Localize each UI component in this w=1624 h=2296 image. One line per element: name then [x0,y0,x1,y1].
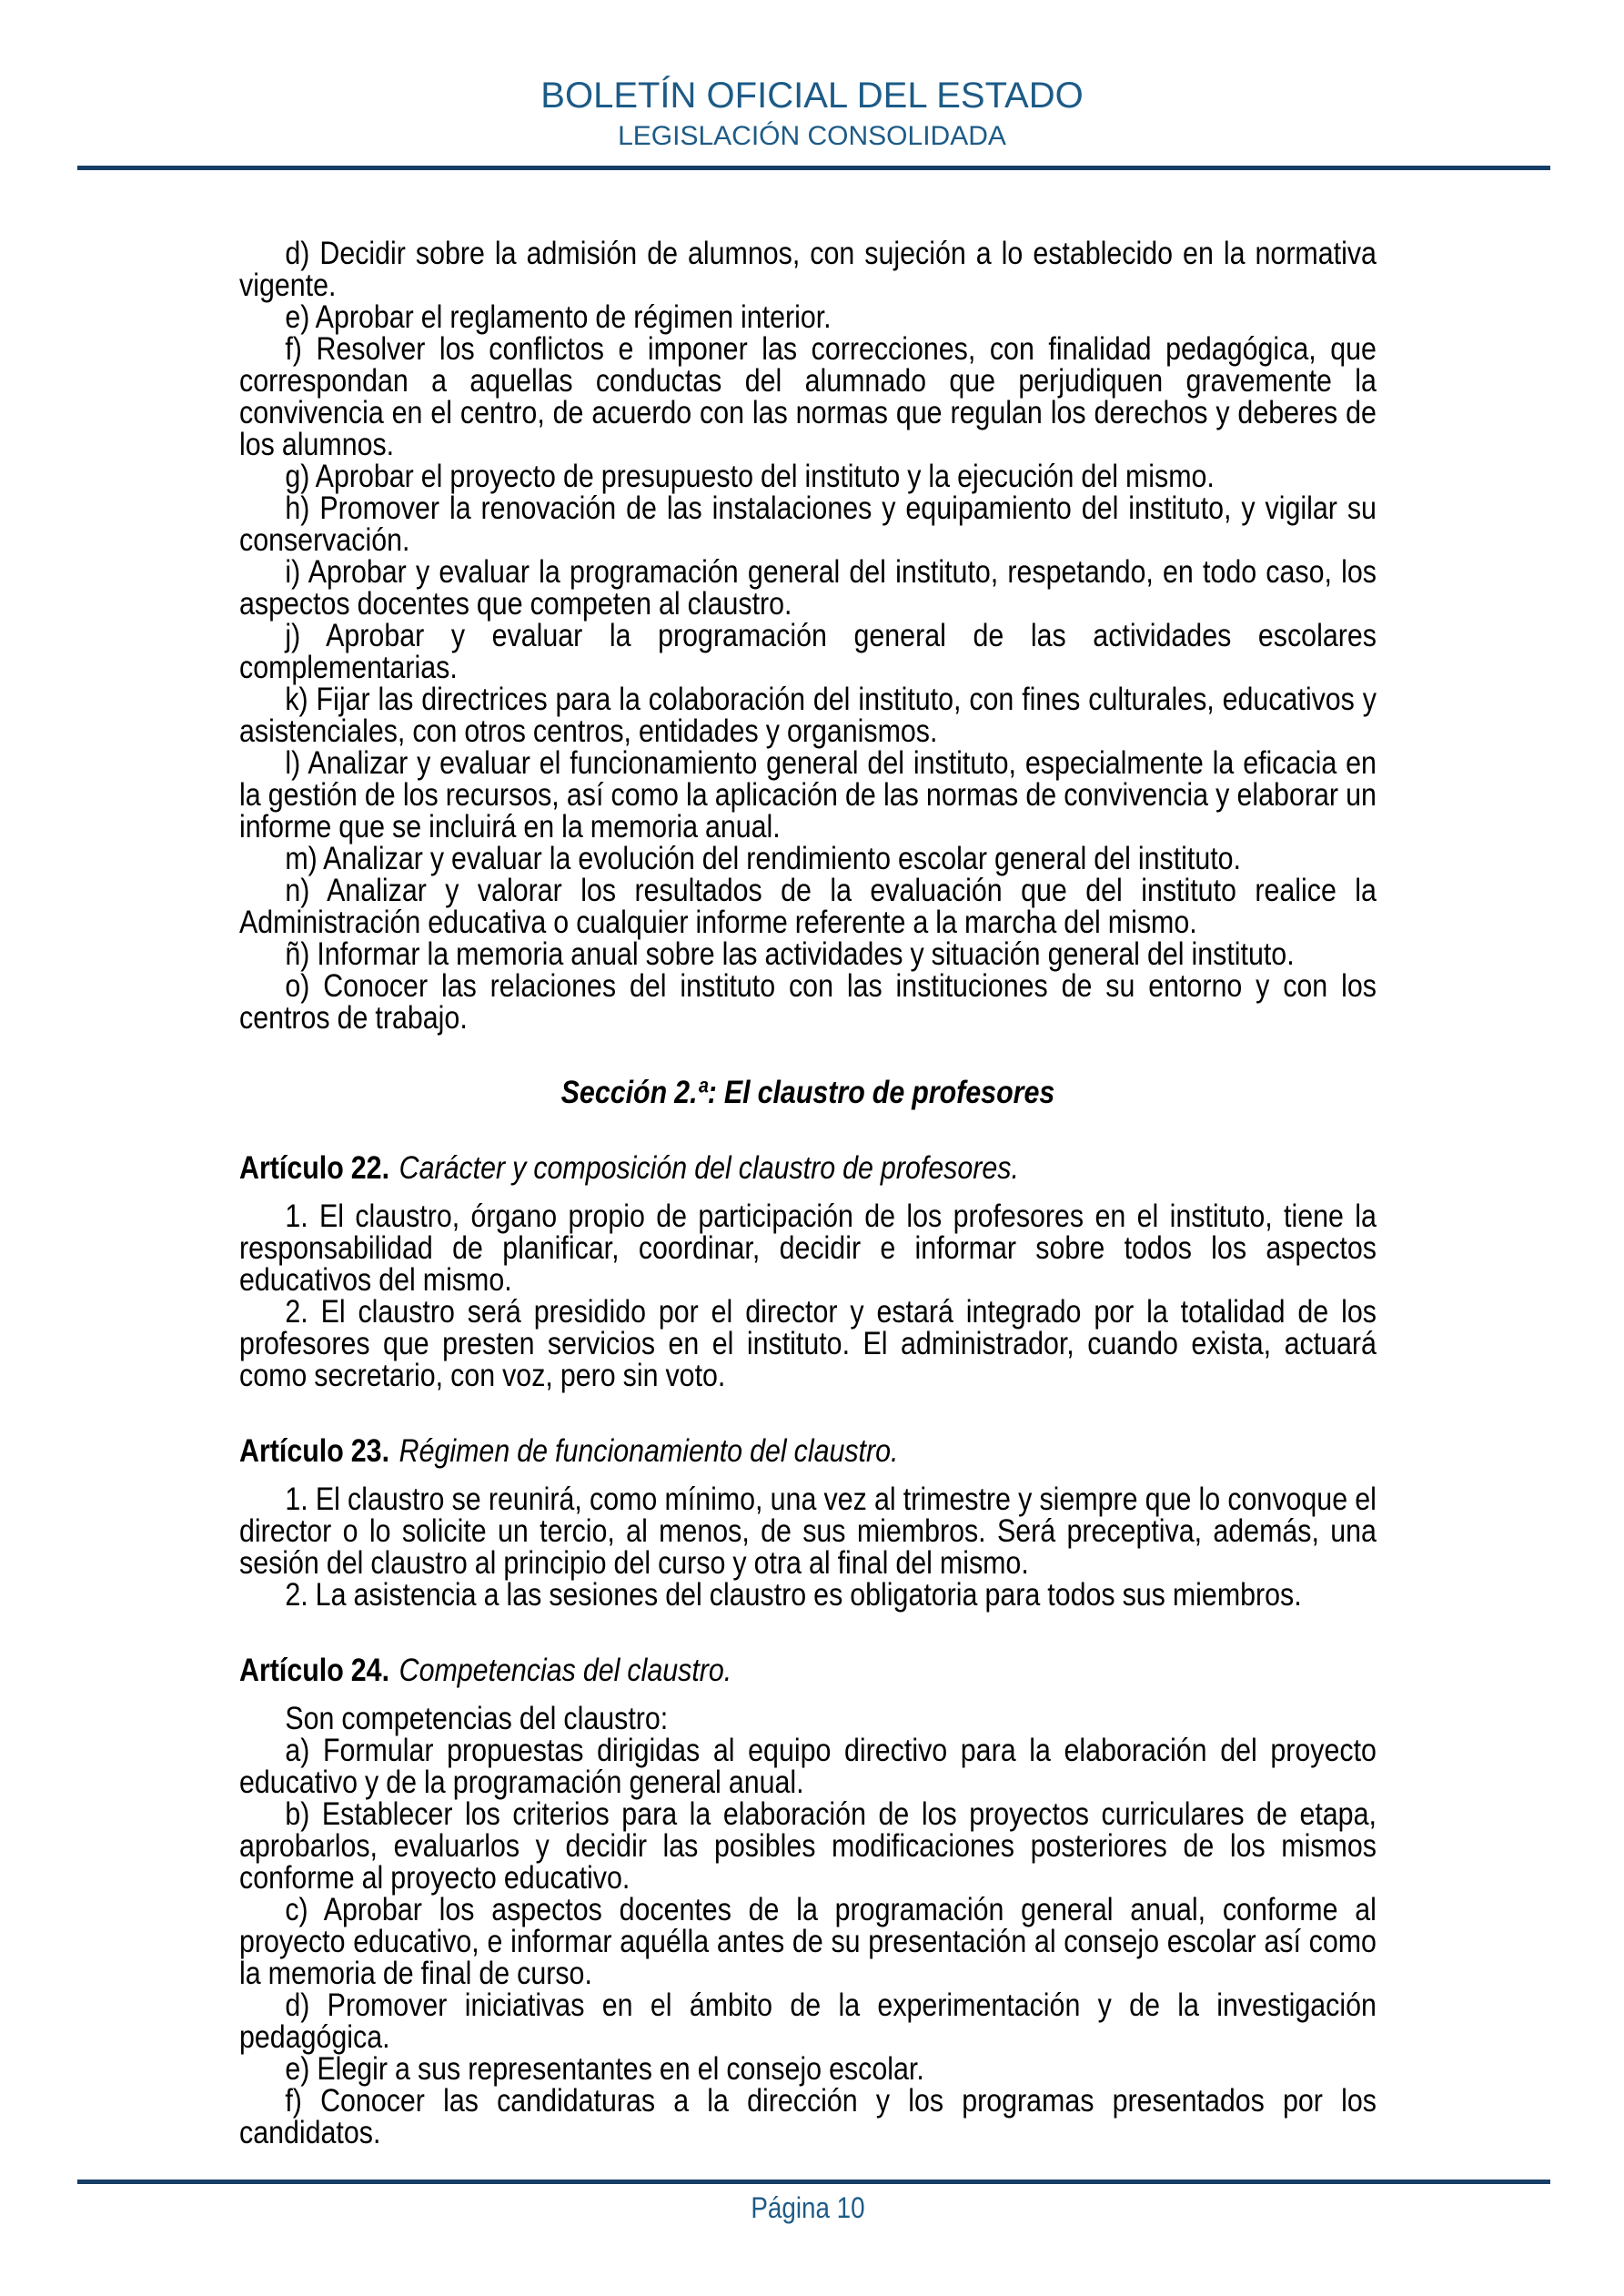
header-divider [77,166,1550,170]
page-number: Página 10 [751,2191,865,2224]
article-22-title: Carácter y composición del claustro de profesores. [398,1150,1019,1186]
section-heading: Sección 2.ª: El claustro de profesores [560,1075,1055,1110]
article-24-item-e: e) Elegir a sus representantes en el consejo escolar. [285,2051,924,2087]
list-item-g: g) Aprobar el proyecto de presupuesto del instituto y la ejecución del mismo. [285,459,1215,494]
list-item-j: j) Aprobar y evaluar la programación general de las actividades escolares complementarias. [239,618,1377,685]
list-item-l: l) Analizar y evaluar el funcionamiento general del instituto, especialmente la eficacia en la gestión de los recursos, así como la aplicación de las normas de convivencia y elaborar un informe que se incluirá en la memoria anual. [239,745,1377,845]
article-23-paragraph-2: 2. La asistencia a las sesiones del claustro es obligatoria para todos sus miembros. [285,1577,1302,1613]
article-24-item-d: d) Promover iniciativas en el ámbito de la experimentación y de la investigación pedagógica. [239,1988,1377,2055]
list-item-nn: ñ) Informar la memoria anual sobre las actividades y situación general del instituto. [285,936,1295,972]
document-body [239,238,1377,2149]
list-item-k: k) Fijar las directrices para la colaboración del instituto, con fines culturales, educativos y asistenciales, con otros centros, entidades y organismos. [239,682,1377,749]
footer-divider [77,2180,1550,2184]
article-24-intro: Son competencias del claustro: [285,1701,669,1736]
list-item-f: f) Resolver los conflictos e imponer las correcciones, con finalidad pedagógica, que correspondan a aquellas conductas del alumnado que perjudiquen gravemente la convivencia en el centro, de acuerdo con las normas que regulan los derechos y deberes de los alumnos. [239,331,1377,462]
list-item-n: n) Analizar y valorar los resultados de la evaluación que del instituto realice la Administración educativa o cualquier informe referente a la marcha del mismo. [239,873,1377,940]
article-24-title: Competencias del claustro. [398,1653,732,1688]
list-item-d: d) Decidir sobre la admisión de alumnos, con sujeción a lo establecido en la normativa vigente. [239,236,1377,303]
boe-subtitle: LEGISLACIÓN CONSOLIDADA [618,121,1006,151]
article-22-paragraph-2: 2. El claustro será presidido por el director y estará integrado por la totalidad de los profesores que presten servicios en el instituto. El administrador, cuando exista, actuará como secretario, con voz, pero sin voto. [239,1294,1377,1393]
article-24-item-c: c) Aprobar los aspectos docentes de la programación general anual, conforme al proyecto educativo, e informar aquélla antes de su presentación al consejo escolar así como la memoria de final de curso. [239,1892,1377,1991]
article-22-label: Artículo 22. [239,1150,390,1186]
document-header [0,0,1624,150]
list-item-e: e) Aprobar el reglamento de régimen interior. [285,299,832,335]
article-22-heading [239,1152,1377,1184]
article-23-paragraph-1: 1. El claustro se reunirá, como mínimo, una vez al trimestre y siempre que lo convoque el director o lo solicite un tercio, al menos, de sus miembros. Será preceptiva, además, una sesión del claustro al principio del curso y otra al final del mismo. [239,1482,1377,1581]
article-24-label: Artículo 24. [239,1653,390,1688]
article-23-heading [239,1435,1377,1467]
boe-title: BOLETÍN OFICIAL DEL ESTADO [540,76,1084,116]
list-item-o: o) Conocer las relaciones del instituto con las instituciones de su entorno y con los centros de trabajo. [239,968,1377,1036]
article-24-item-a: a) Formular propuestas dirigidas al equipo directivo para la elaboración del proyecto educativo y de la programación general anual. [239,1733,1377,1800]
article-23-label: Artículo 23. [239,1433,390,1469]
list-item-i: i) Aprobar y evaluar la programación general del instituto, respetando, en todo caso, los aspectos docentes que competen al claustro. [239,554,1377,622]
article-22-paragraph-1: 1. El claustro, órgano propio de participación de los profesores en el instituto, tiene la responsabilidad de planificar, coordinar, decidir e informar sobre todos los aspectos educativos del mismo. [239,1199,1377,1298]
article-24-item-f: f) Conocer las candidaturas a la dirección y los programas presentados por los candidatos. [239,2083,1377,2150]
list-item-h: h) Promover la renovación de las instalaciones y equipamiento del instituto, y vigilar su conservación. [239,491,1377,558]
article-23-title: Régimen de funcionamiento del claustro. [398,1433,899,1469]
article-24-item-b: b) Establecer los criterios para la elaboración de los proyectos curriculares de etapa, aprobarlos, evaluarlos y decidir las posibles modificaciones posteriores de los mismos conforme al proyecto educativo. [239,1796,1377,1896]
list-item-m: m) Analizar y evaluar la evolución del rendimiento escolar general del instituto. [285,841,1242,876]
article-24-heading [239,1654,1377,1686]
